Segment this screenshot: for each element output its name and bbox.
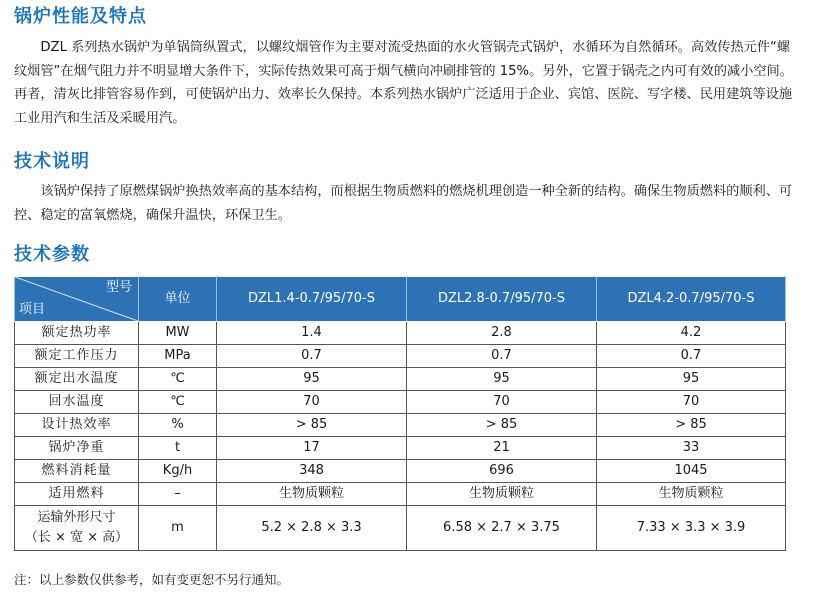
spec-table xyxy=(14,276,786,551)
footnote: 注：以上参数仅供参考，如有变更恕不另行通知。 xyxy=(14,572,290,587)
row-value: 4.2 xyxy=(597,322,786,345)
row-value: 0.7 xyxy=(597,345,786,368)
row-unit: – xyxy=(139,483,217,506)
table-row xyxy=(15,437,786,460)
table-header-row xyxy=(15,277,786,322)
header-unit-label: 单位 xyxy=(139,277,217,322)
row-value: 17 xyxy=(217,437,407,460)
header-model: DZL4.2-0.7/95/70-S xyxy=(597,277,786,322)
row-value: 6.58 × 2.7 × 3.75 xyxy=(407,506,597,551)
row-item: 锅炉净重 xyxy=(15,437,139,460)
table-row xyxy=(15,460,786,483)
row-value: 1.4 xyxy=(217,322,407,345)
row-value: 95 xyxy=(597,368,786,391)
row-value: 5.2 × 2.8 × 3.3 xyxy=(217,506,407,551)
row-value: 生物质颗粒 xyxy=(597,483,786,506)
table-row xyxy=(15,483,786,506)
row-value: 70 xyxy=(597,391,786,414)
row-value: 95 xyxy=(217,368,407,391)
table-row xyxy=(15,345,786,368)
table-row xyxy=(15,391,786,414)
row-value: 33 xyxy=(597,437,786,460)
row-item: 设计热效率 xyxy=(15,414,139,437)
dimension-label-line2: （长 × 宽 × 高） xyxy=(24,530,129,545)
header-model: DZL2.8-0.7/95/70-S xyxy=(407,277,597,322)
row-value: 348 xyxy=(217,460,407,483)
row-unit: Kg/h xyxy=(139,460,217,483)
row-unit: ℃ xyxy=(139,391,217,414)
row-item: 适用燃料 xyxy=(15,483,139,506)
row-value: 21 xyxy=(407,437,597,460)
table-row xyxy=(15,368,786,391)
section-title-tech-note: 技术说明 xyxy=(14,151,90,172)
row-unit: ℃ xyxy=(139,368,217,391)
table-row xyxy=(15,414,786,437)
row-value: 生物质颗粒 xyxy=(217,483,407,506)
tech-note-paragraph: 该锅炉保持了原燃煤锅炉换热效率高的基本结构，而根据生物质燃料的燃烧机理创造一种全新的结构。确保生物质燃料的顺利、可控、稳定的富氧燃烧，确保升温快，环保卫生。 xyxy=(14,184,793,223)
row-value: 70 xyxy=(217,391,407,414)
row-value: 0.7 xyxy=(407,345,597,368)
row-unit: MPa xyxy=(139,345,217,368)
row-unit: m xyxy=(139,506,217,551)
row-value: 696 xyxy=(407,460,597,483)
row-item: 回水温度 xyxy=(15,391,139,414)
row-value: > 85 xyxy=(217,414,407,437)
header-item-label: 项目 xyxy=(19,302,46,317)
header-diagonal-cell xyxy=(15,277,139,322)
row-value: > 85 xyxy=(407,414,597,437)
row-value: 生物质颗粒 xyxy=(407,483,597,506)
section-title-features: 锅炉性能及特点 xyxy=(14,6,147,27)
row-value: 2.8 xyxy=(407,322,597,345)
features-paragraph: DZL 系列热水锅炉为单锅筒纵置式，以螺纹烟管作为主要对流受热面的水火管锅壳式锅炉，水循环为自然循环。高效传热元件“螺纹烟管”在烟气阻力并不明显增大条件下，实际传热效果可高于烟气横向冲刷排管的 15%。另外，它置于锅壳之内可有效的减小空间。再者，清灰比排管容易作到，可使锅炉出力、效率长久保持。本系列热水锅炉广泛适用于企业、宾馆、医院、写字楼、民用建筑等设施工业用汽和生活及采暖用汽。 xyxy=(14,40,793,126)
row-value: > 85 xyxy=(597,414,786,437)
row-item: 额定热功率 xyxy=(15,322,139,345)
row-unit: MW xyxy=(139,322,217,345)
row-unit: % xyxy=(139,414,217,437)
table-row-dimensions xyxy=(15,506,786,551)
dimension-label-line1: 运输外形尺寸 xyxy=(37,510,116,525)
header-model: DZL1.4-0.7/95/70-S xyxy=(217,277,407,322)
row-item-dimensions xyxy=(15,506,139,551)
section-title-params: 技术参数 xyxy=(14,244,90,265)
row-value: 0.7 xyxy=(217,345,407,368)
row-unit: t xyxy=(139,437,217,460)
table-row xyxy=(15,322,786,345)
row-value: 1045 xyxy=(597,460,786,483)
row-item: 额定出水温度 xyxy=(15,368,139,391)
header-model-label: 型号 xyxy=(105,280,132,295)
row-value: 70 xyxy=(407,391,597,414)
row-item: 燃料消耗量 xyxy=(15,460,139,483)
row-item: 额定工作压力 xyxy=(15,345,139,368)
row-value: 95 xyxy=(407,368,597,391)
row-value: 7.33 × 3.3 × 3.9 xyxy=(597,506,786,551)
